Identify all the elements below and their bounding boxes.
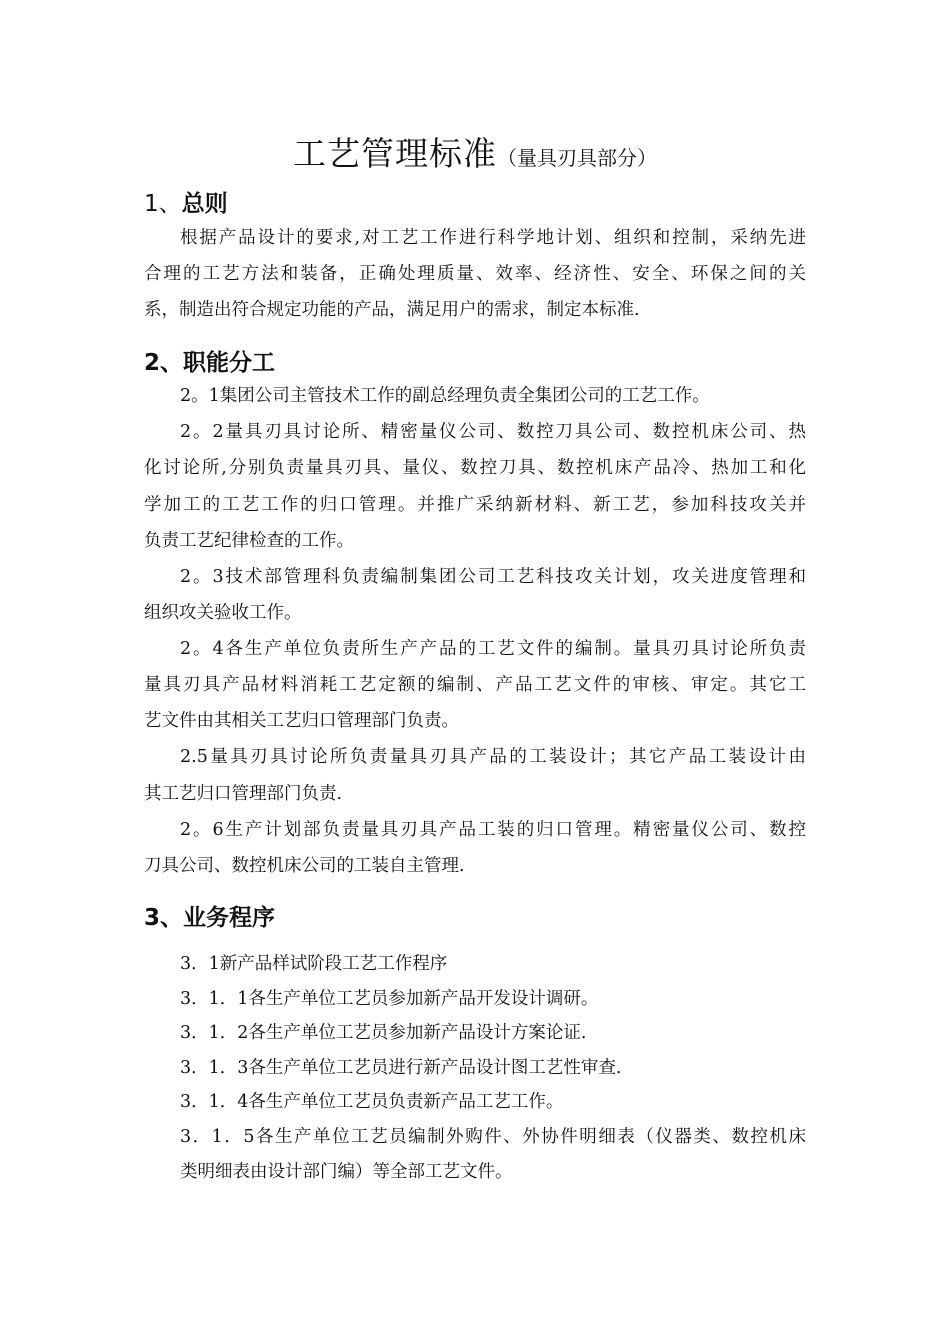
section-2-heading: 2、职能分工 xyxy=(144,350,276,376)
section-3-item-6-line-2: 类明细表由设计部门编）等全部工艺文件。 xyxy=(180,1162,513,1182)
section-2-p2-line-3: 学加工的工艺工作的归口管理。并推广采纳新材料、新工艺，参加科技攻关并 xyxy=(144,495,806,515)
section-1-number: 1、 xyxy=(144,191,182,217)
section-1-line-3: 系，制造出符合规定功能的产品，满足用户的需求，制定本标准. xyxy=(144,300,640,320)
section-3-item-1: 3．1新产品样试阶段工艺工作程序 xyxy=(180,954,448,974)
section-2-p5-line-2: 其工艺归口管理部门负责. xyxy=(144,784,343,804)
section-3-heading: 3、业务程序 xyxy=(144,905,276,931)
section-2-p4-line-2: 量具刃具产品材料消耗工艺定额的编制、产品工艺文件的审核、审定。其它工 xyxy=(144,675,806,695)
section-1-heading xyxy=(144,185,228,218)
section-3-item-6-line-1: 3．1．5各生产单位工艺员编制外购件、外协件明细表（仪器类、数控机床 xyxy=(180,1127,806,1147)
section-3-item-2: 3．1．1各生产单位工艺员参加新产品开发设计调研。 xyxy=(180,989,599,1009)
section-2-p2-line-2: 化讨论所,分别负责量具刃具、量仪、数控刀具、数控机床产品冷、热加工和化 xyxy=(144,458,806,478)
section-3-item-5: 3．1．4各生产单位工艺员负责新产品工艺工作。 xyxy=(180,1092,564,1112)
section-2-p6-line-2: 刀具公司、数控机床公司的工装自主管理. xyxy=(144,856,465,876)
section-2-p3-line-1: 2。3技术部管理科负责编制集团公司工艺科技攻关计划，攻关进度管理和 xyxy=(180,567,806,587)
section-1-line-2: 合理的工艺方法和装备，正确处理质量、效率、经济性、安全、环保之间的关 xyxy=(144,264,806,284)
section-2-p2-line-1: 2。2量具刃具讨论所、精密量仪公司、数控刀具公司、数控机床公司、热 xyxy=(180,422,806,442)
section-2-p6-line-1: 2。6生产计划部负责量具刃具产品工装的归口管理。精密量仪公司、数控 xyxy=(180,820,806,840)
section-1-title: 总则 xyxy=(181,191,228,217)
section-2-p5-line-1: 2.5量具刃具讨论所负责量具刃具产品的工装设计；其它产品工装设计由 xyxy=(180,747,806,767)
section-2-p2-line-4: 负责工艺纪律检查的工作。 xyxy=(144,531,354,551)
title-subtitle: （量具刃具部分） xyxy=(497,146,657,170)
section-3-item-3: 3．1．2各生产单位工艺员参加新产品设计方案论证. xyxy=(180,1023,587,1043)
section-2-p1-line-1: 2。1集团公司主管技术工作的副总经理负责全集团公司的工艺工作。 xyxy=(180,386,710,406)
section-3-item-4: 3．1．3各生产单位工艺员进行新产品设计图工艺性审查. xyxy=(180,1058,622,1078)
title-main: 工艺管理标准 xyxy=(293,134,497,173)
section-2-p4-line-1: 2。4各生产单位负责所生产产品的工艺文件的编制。量具刃具讨论所负责 xyxy=(180,639,806,659)
document-title xyxy=(0,128,950,175)
section-2-p3-line-2: 组织攻关验收工作。 xyxy=(144,603,302,623)
section-1-line-1: 根据产品设计的要求,对工艺工作进行科学地计划、组织和控制，采纳先进 xyxy=(180,228,806,248)
section-2-p4-line-3: 艺文件由其相关工艺归口管理部门负责。 xyxy=(144,711,459,731)
